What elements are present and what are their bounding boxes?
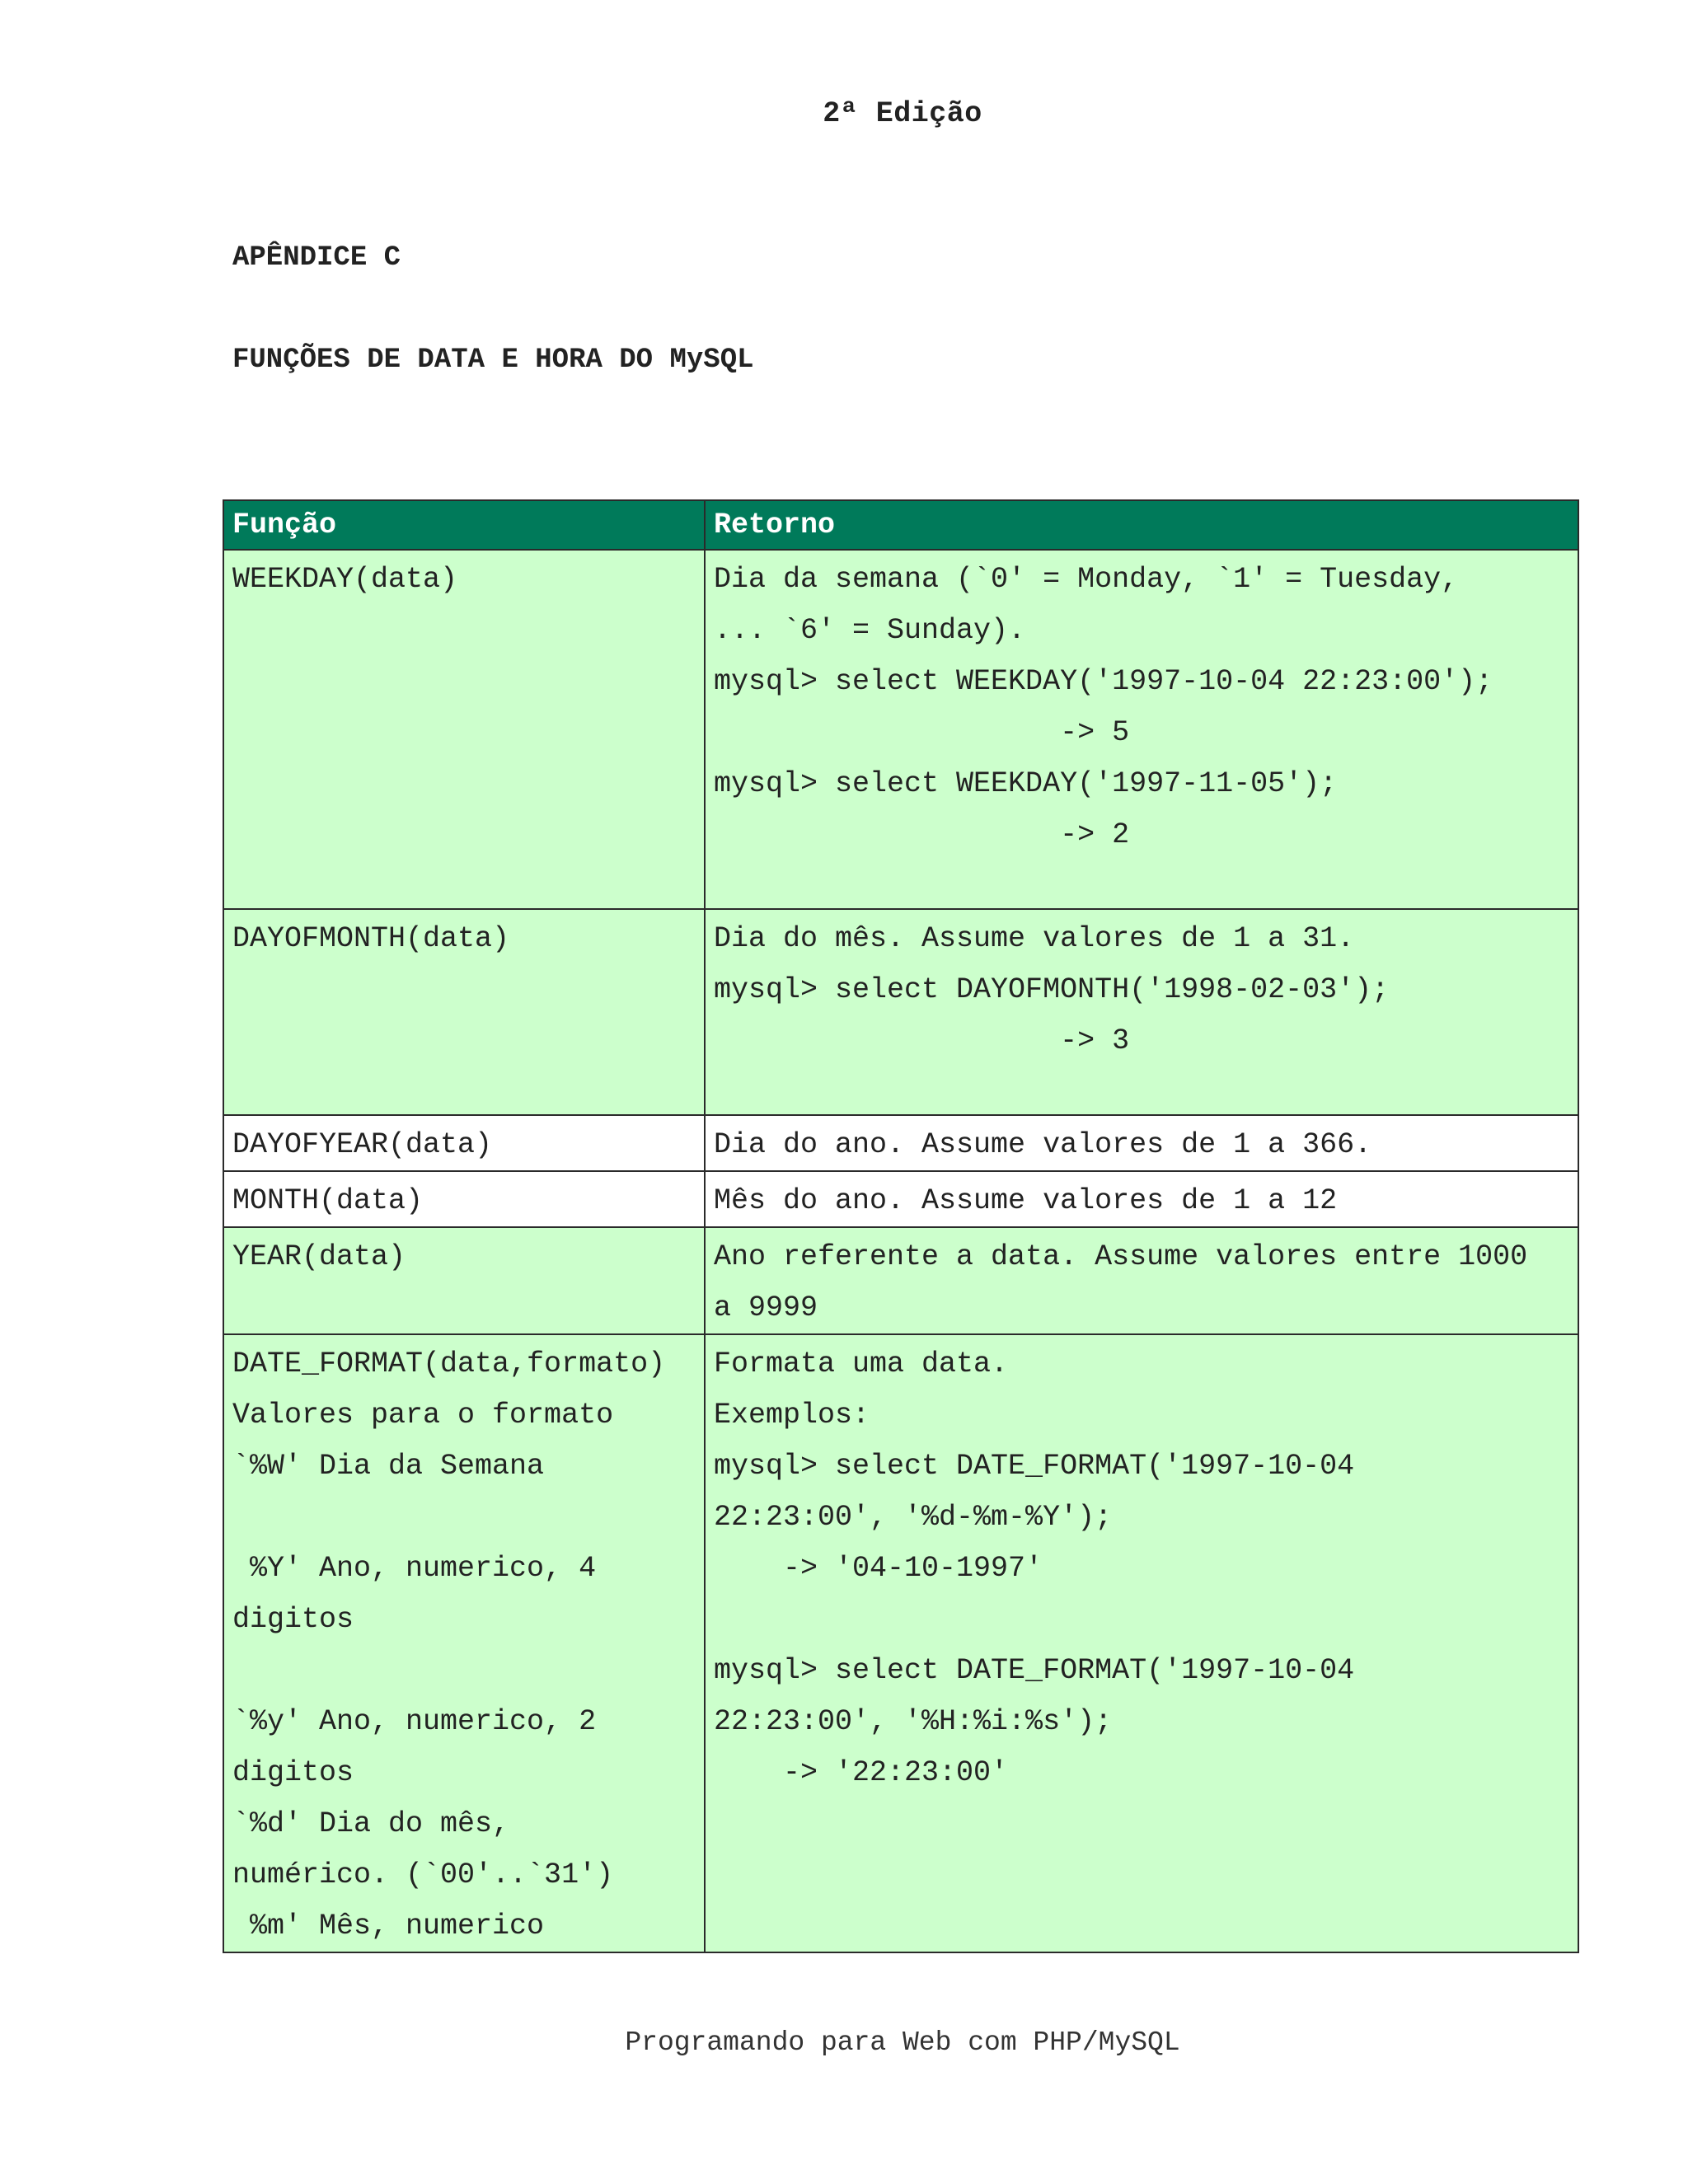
header-funcao: Função bbox=[223, 500, 705, 550]
return-line: Dia do mês. Assume valores de 1 a 31. bbox=[714, 922, 1355, 955]
appendix-label: APÊNDICE C bbox=[232, 242, 401, 274]
function-name: YEAR(data) bbox=[232, 1240, 406, 1273]
function-note: numérico. (`00'..`31') bbox=[232, 1858, 614, 1891]
function-cell bbox=[223, 550, 705, 909]
return-line: 22:23:00', '%d-%m-%Y'); bbox=[714, 1501, 1113, 1534]
page-footer: Programando para Web com PHP/MySQL bbox=[625, 2027, 1180, 2058]
function-cell bbox=[223, 1227, 705, 1334]
function-name: WEEKDAY(data) bbox=[232, 563, 458, 596]
return-line: mysql> select DATE_FORMAT('1997-10-04 bbox=[714, 1450, 1355, 1483]
function-note: digitos bbox=[232, 1603, 354, 1636]
function-note bbox=[232, 1645, 696, 1696]
return-cell bbox=[705, 1334, 1578, 1952]
edition-header: 2ª Edição bbox=[823, 97, 982, 130]
return-line: mysql> select DATE_FORMAT('1997-10-04 bbox=[714, 1654, 1355, 1687]
return-cell bbox=[705, 1227, 1578, 1334]
return-line: -> 3 bbox=[714, 1024, 1130, 1057]
table-row bbox=[223, 909, 1578, 1115]
table-row bbox=[223, 1171, 1578, 1227]
table-row bbox=[223, 550, 1578, 909]
functions-table bbox=[223, 499, 1579, 1953]
function-note: `%y' Ano, numerico, 2 bbox=[232, 1705, 597, 1738]
function-note: `%d' Dia do mês, bbox=[232, 1807, 510, 1840]
return-cell bbox=[705, 1171, 1578, 1227]
return-line: ... `6' = Sunday). bbox=[714, 614, 1026, 647]
table-row bbox=[223, 1334, 1578, 1952]
function-note: `%W' Dia da Semana bbox=[232, 1450, 545, 1483]
table-row bbox=[223, 1227, 1578, 1334]
return-line: Dia da semana (`0' = Monday, `1' = Tuesday, bbox=[714, 563, 1459, 596]
return-line: -> 2 bbox=[714, 818, 1130, 851]
return-line: mysql> select WEEKDAY('1997-11-05'); bbox=[714, 767, 1338, 800]
function-cell bbox=[223, 1171, 705, 1227]
chapter-title: FUNÇÕES DE DATA E HORA DO MySQL bbox=[232, 344, 754, 376]
function-note: digitos bbox=[232, 1756, 354, 1789]
function-cell bbox=[223, 909, 705, 1115]
function-note: Valores para o formato bbox=[232, 1399, 614, 1432]
function-name: DAYOFMONTH(data) bbox=[232, 922, 510, 955]
function-note bbox=[232, 1492, 696, 1543]
return-line: -> '04-10-1997' bbox=[714, 1552, 1043, 1585]
return-cell bbox=[705, 550, 1578, 909]
return-line: mysql> select WEEKDAY('1997-10-04 22:23:00'); bbox=[714, 665, 1493, 698]
return-cell bbox=[705, 909, 1578, 1115]
function-name: DAYOFYEAR(data) bbox=[232, 1128, 493, 1161]
return-line: -> '22:23:00' bbox=[714, 1756, 1009, 1789]
return-line: Exemplos: bbox=[714, 1399, 870, 1432]
return-line: Ano referente a data. Assume valores entre 1000 bbox=[714, 1240, 1528, 1273]
return-line: Mês do ano. Assume valores de 1 a 12 bbox=[714, 1184, 1338, 1217]
function-note: %Y' Ano, numerico, 4 bbox=[232, 1552, 597, 1585]
return-line bbox=[714, 1594, 1569, 1645]
return-line: Dia do ano. Assume valores de 1 a 366. bbox=[714, 1128, 1372, 1161]
return-line: a 9999 bbox=[714, 1291, 818, 1324]
function-name: MONTH(data) bbox=[232, 1184, 424, 1217]
function-cell bbox=[223, 1334, 705, 1952]
return-cell bbox=[705, 1115, 1578, 1171]
header-retorno: Retorno bbox=[705, 500, 1578, 550]
return-line: mysql> select DAYOFMONTH('1998-02-03'); bbox=[714, 973, 1390, 1006]
table-row bbox=[223, 1115, 1578, 1171]
function-name: DATE_FORMAT(data,formato) bbox=[232, 1347, 666, 1380]
return-line: 22:23:00', '%H:%i:%s'); bbox=[714, 1705, 1113, 1738]
function-note: %m' Mês, numerico bbox=[232, 1910, 545, 1943]
return-line: -> 5 bbox=[714, 716, 1130, 749]
return-line: Formata uma data. bbox=[714, 1347, 1009, 1380]
table-header-row bbox=[223, 500, 1578, 550]
function-cell bbox=[223, 1115, 705, 1171]
